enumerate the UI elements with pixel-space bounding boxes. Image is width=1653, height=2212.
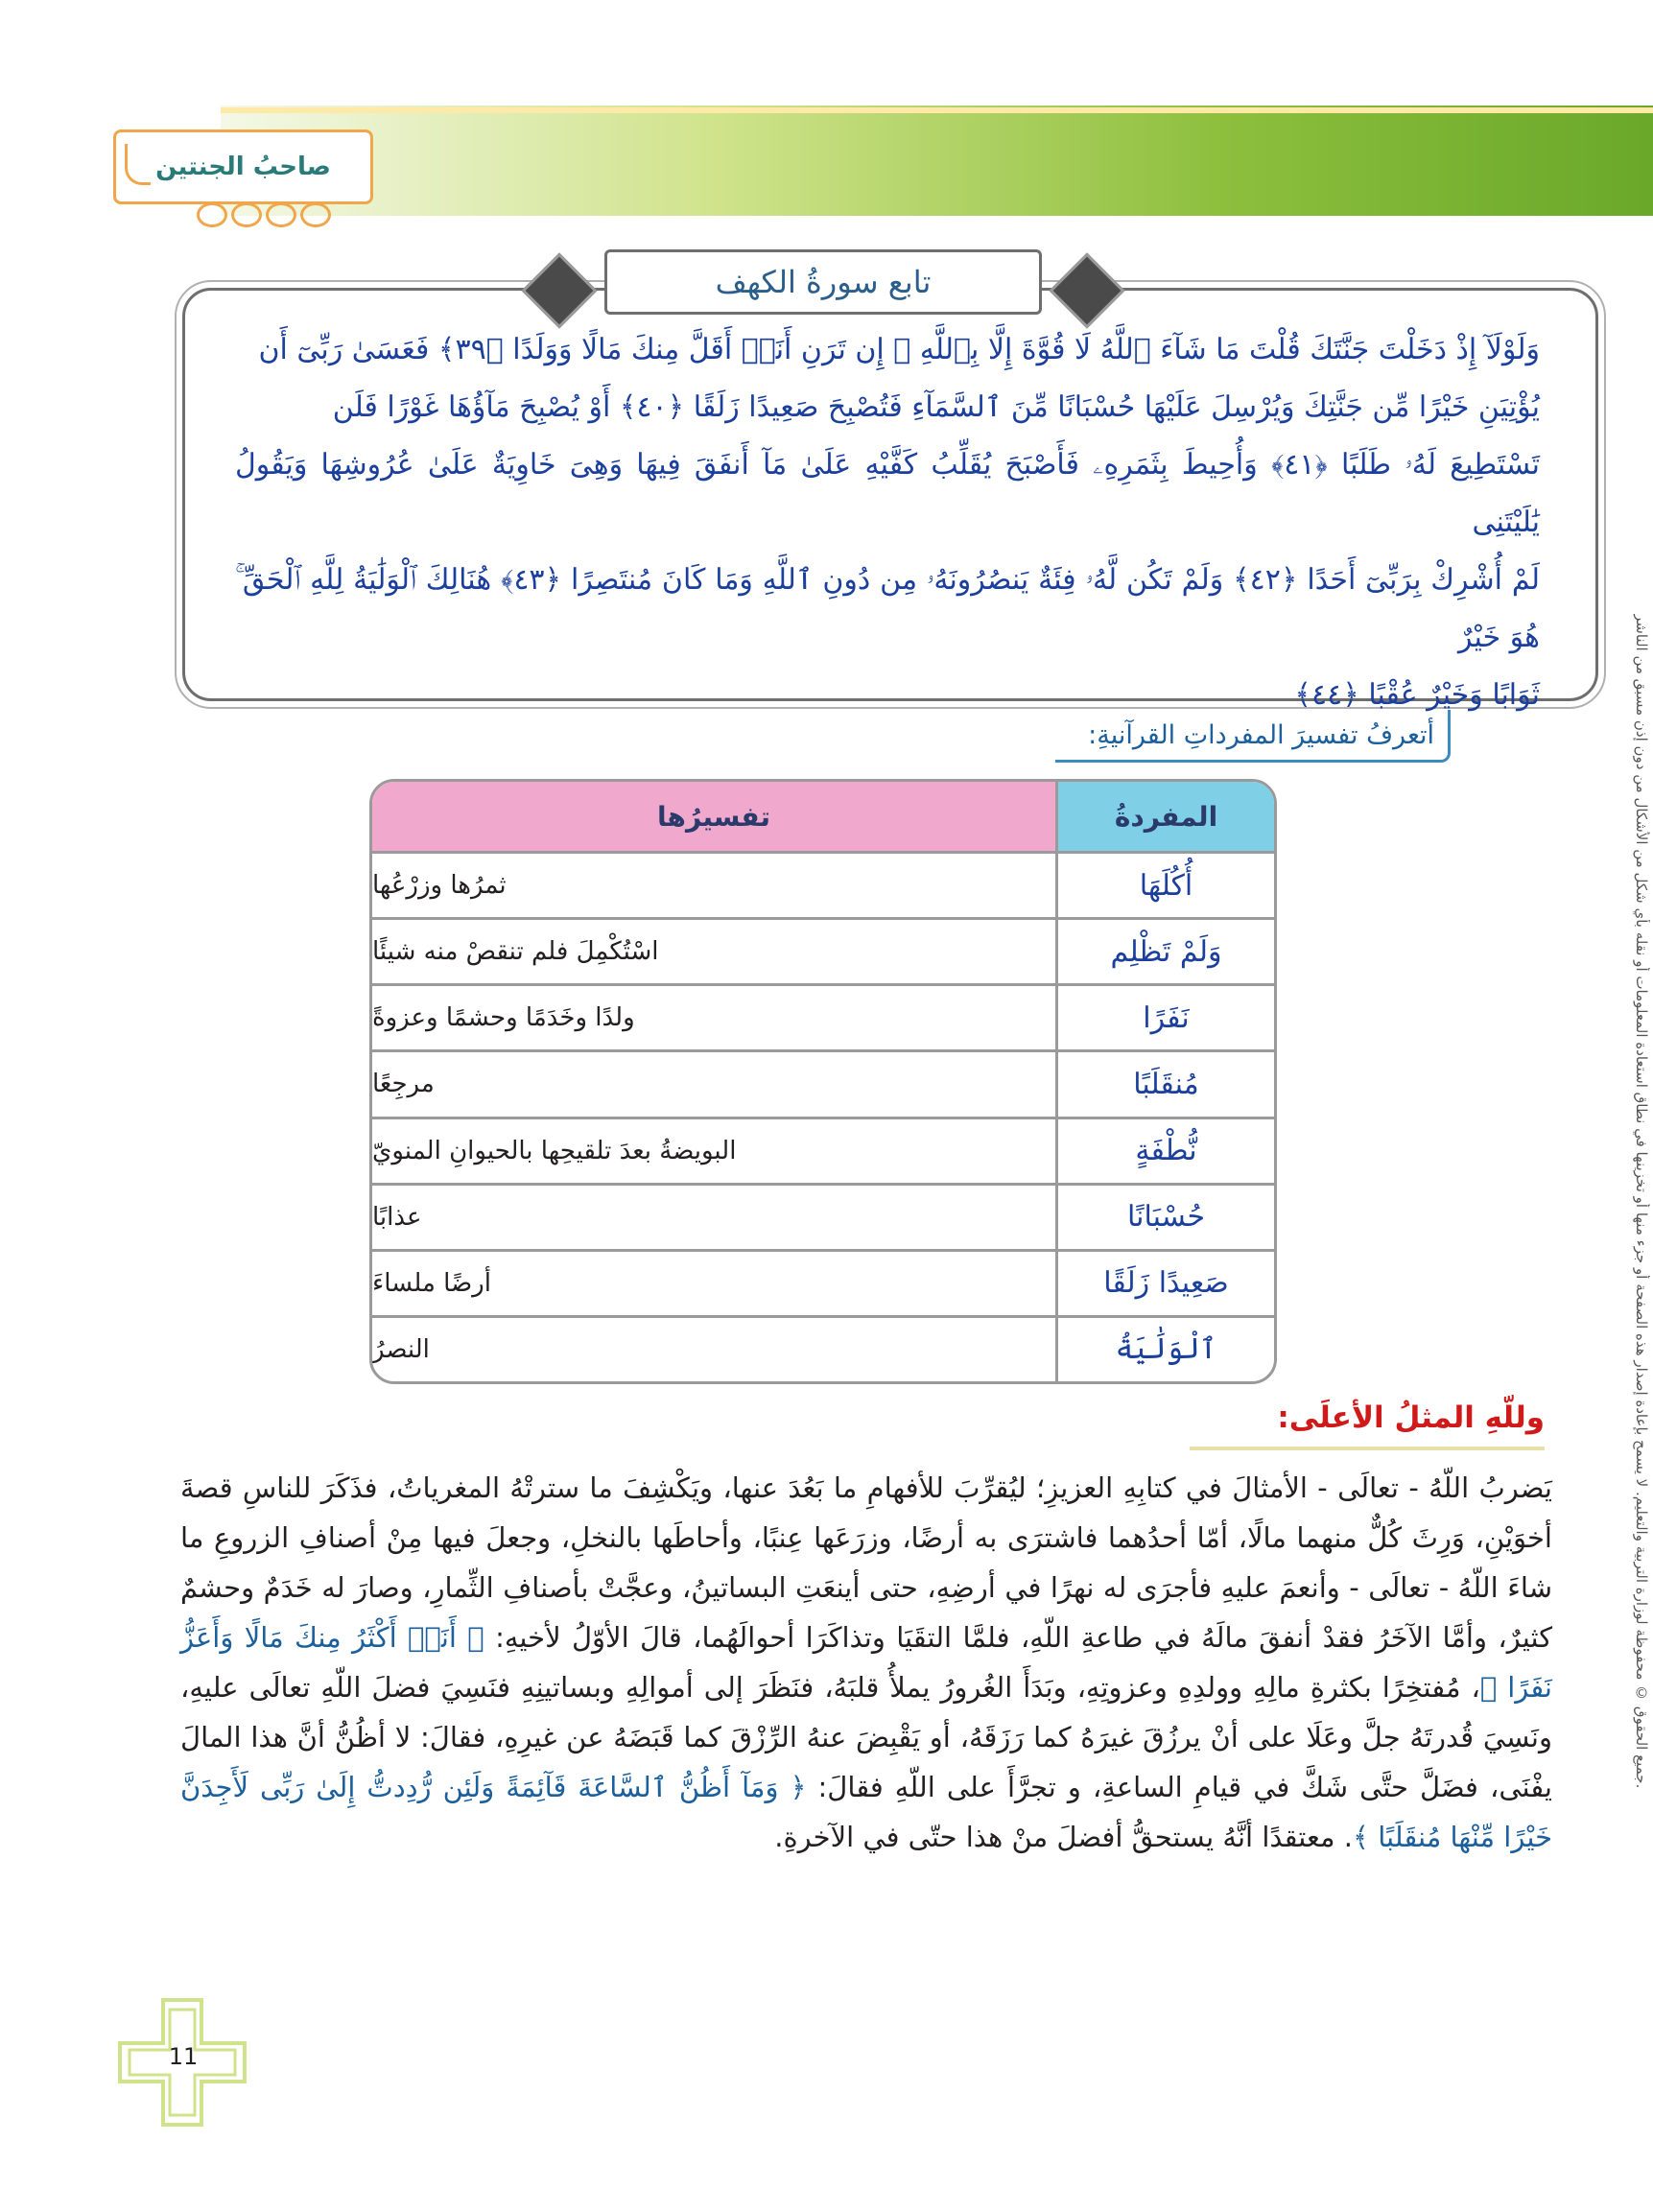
word-cell: مُنقَلَبًا bbox=[1055, 1052, 1274, 1116]
meaning-cell: مرجِعًا bbox=[372, 1070, 435, 1099]
quran-line: تَسْتَطِيعَ لَهُۥ طَلَبًا ﴿٤١﴾ وَأُحِيطَ بِثَمَرِهِۦ فَأَصْبَحَ يُقَلِّبُ كَفَّيْهِ عَلَىٰ مَآ أَنفَقَ فِيهَا وَهِىَ خَاوِيَةٌ عَلَىٰ عُرُوشِهَا وَيَقُولُ يَٰلَيْتَنِى bbox=[235, 448, 1540, 539]
quran-title: تابع سورةُ الكهف bbox=[715, 264, 932, 300]
table-row bbox=[372, 1049, 1274, 1116]
chapter-title: صاحبُ الجنتين bbox=[155, 153, 331, 181]
col-header-meaning: تفسيرُها bbox=[372, 782, 1055, 851]
word-cell: صَعِيدًا زَلَقًا bbox=[1055, 1252, 1274, 1315]
table-row bbox=[372, 1315, 1274, 1381]
meaning-cell: البويضةُ بعدَ تلقيحِها بالحيوانِ المنويّ bbox=[372, 1136, 737, 1165]
parable-text-part: ، مُفتخِرًا بكثرةِ مالِهِ وولدِهِ وعزوتِهِ، وبَدَأَ الغُرورُ يملأُ قلبَهُ، فنَظَرَ إلى أموالِهِ وبساتينِهِ فنَسِيَ فضلَ اللّهِ تعالَى عليهِ، ونَسِيَ قُدرتَهُ جلَّ وعَلَا على أنْ يرزُقَ غيرَهُ كما رَزَقَهُ، أو يَقْبِضَ عنهُ الرِّزْقَ كما قَبَضَهُ عن غيرِهِ، فقالَ: لا أظُنُّ أنَّ هذا المالَ يفْنَى، فضَلَّ حتَّى شَكَّ في قيامِ الساعةِ، و تجرَّأَ على اللّهِ فقالَ: bbox=[180, 1671, 1552, 1803]
header-band bbox=[221, 106, 1653, 216]
meaning-cell: النصرُ bbox=[372, 1334, 430, 1364]
vocab-table-header bbox=[372, 782, 1274, 851]
word-cell: ٱلْوَلَٰيَةُ bbox=[1055, 1318, 1274, 1381]
quran-verses bbox=[235, 321, 1540, 724]
chapter-curl-ornament bbox=[125, 144, 151, 185]
table-row bbox=[372, 983, 1274, 1049]
quran-line: لَمْ أُشْرِكْ بِرَبِّىٓ أَحَدًا ﴿٤٢﴾ وَلَمْ تَكُن لَّهُۥ فِئَةٌ يَنصُرُونَهُۥ مِن دُونِ ٱللَّهِ وَمَا كَانَ مُنتَصِرًا ﴿٤٣﴾ هُنَالِكَ ٱلْوَلَٰيَةُ لِلَّهِ ٱلْحَقِّ ۚ هُوَ خَيْرٌ bbox=[235, 563, 1540, 654]
table-row bbox=[372, 917, 1274, 983]
quran-quote: ﴿ وَمَآ أَظُنُّ ٱلسَّاعَةَ قَآئِمَةً وَلَئِن رُّدِدتُّ إِلَىٰ رَبِّى لَأَجِدَنَّ خَيْرًا مِّنْهَا مُنقَلَبًا ﴾ bbox=[180, 1771, 1552, 1853]
word-cell: نَفَرًا bbox=[1055, 986, 1274, 1049]
copyright-note: جميع الحقوق © محفوظة لوزارة التربية والتعليم. لا يسمح بإعادة إصدار هذه الصفحة أو جزء منها أو تخزينها في نطاق استعادة المعلومات أو نقله بأي شكل من الأشكال من دون إذن مسبق من الناشر. bbox=[1633, 614, 1650, 1789]
vocab-heading-frame bbox=[1055, 710, 1451, 763]
meaning-cell: عذابًا bbox=[372, 1202, 422, 1232]
quran-line: ثَوَابًا وَخَيْرٌ عُقْبًا ﴿٤٤﴾ bbox=[1294, 678, 1540, 712]
meaning-cell: ثمرُها وزرْعُها bbox=[372, 871, 507, 901]
quran-line: يُؤْتِيَنِ خَيْرًا مِّن جَنَّتِكَ وَيُرْسِلَ عَلَيْهَا حُسْبَانًا مِّنَ ٱلسَّمَآءِ فَتُصْبِحَ صَعِيدًا زَلَقًا ﴿٤٠﴾ أَوْ يُصْبِحَ مَآؤُهَا غَوْرًا فَلَن bbox=[332, 390, 1540, 424]
word-cell: نُّطْفَةٍ bbox=[1055, 1119, 1274, 1183]
scroll-ornament bbox=[187, 201, 341, 228]
meaning-cell: ولدًا وخَدَمًا وحشمًا وعزوةً bbox=[372, 1003, 635, 1033]
quran-title-box bbox=[604, 249, 1042, 315]
parable-text-part: يَضربُ اللّهُ - تعالَى - الأمثالَ في كتابِهِ العزيزِ؛ ليُقرِّبَ للأفهامِ ما بَعُدَ عنها، ويَكْشِفَ ما سترتْهُ المغرياتُ، فذَكَرَ للناسِ قصةَ أخوَيْنِ، وَرِثَ كُلٌّ منهما مالًا، أمّا أحدُهما فاشترَى به أرضًا، وزرَعَها عِنبًا، وأحاطَها بالنخلِ، وجعلَ فيها مِنْ أصنافِ الزروعِ ما شاءَ اللّهُ - تعالَى - وأنعمَ عليهِ فأجرَى له نهرًا في أرضِهِ، حتى أينعَتِ البساتينُ، وعجَّتْ بأصنافِ الثِّمارِ، وصارَ له خَدَمٌ وحشمٌ كثيرٌ، وأمَّا الآخَرُ فقدْ أنفقَ مالَهُ في طاعةِ اللّهِ، فلمَّا التقَيَا وتذاكَرَا أحوالَهُما، قالَ الأوّلُ لأخيهِ: bbox=[180, 1471, 1552, 1654]
parable-paragraph bbox=[180, 1463, 1552, 1862]
table-row bbox=[372, 1183, 1274, 1249]
col-header-word: المفردةُ bbox=[1055, 782, 1274, 851]
header-stripe bbox=[221, 107, 1653, 113]
parable-text-part: . معتقدًا أنَّهُ يستحقُّ أفضلَ منْ هذا حتّى في الآخرةِ. bbox=[774, 1821, 1353, 1853]
word-cell: حُسْبَانًا bbox=[1055, 1186, 1274, 1249]
vocab-table bbox=[369, 779, 1277, 1384]
meaning-cell: اسْتُكْمِلَ فلم تنقصْ منه شيئًا bbox=[372, 937, 659, 967]
meaning-cell: أرضًا ملساءَ bbox=[372, 1268, 491, 1298]
parable-heading: وللّهِ المثلُ الأعلَى: bbox=[1277, 1400, 1545, 1435]
word-cell: وَلَمْ تَظْلِم bbox=[1055, 920, 1274, 983]
table-row bbox=[372, 851, 1274, 917]
chapter-tab bbox=[113, 129, 373, 204]
parable-heading-underline bbox=[1190, 1447, 1545, 1450]
vocab-heading: أتعرفُ تفسيرَ المفرداتِ القرآنيةِ: bbox=[1088, 719, 1434, 750]
table-row bbox=[372, 1249, 1274, 1315]
word-cell: أُكُلَهَا bbox=[1055, 854, 1274, 917]
table-row bbox=[372, 1117, 1274, 1183]
page-number: 11 bbox=[168, 2043, 199, 2070]
quran-line: وَلَوْلَآ إِذْ دَخَلْتَ جَنَّتَكَ قُلْتَ مَا شَآءَ ٱللَّهُ لَا قُوَّةَ إِلَّا بِٱللَّهِ ۚ إِن تَرَنِ أَنَا۠ أَقَلَّ مِنكَ مَالًا وَوَلَدًا ﴿٣٩﴾ فَعَسَىٰ رَبِّىٓ أَن bbox=[258, 333, 1540, 366]
quran-quote: ﴿ أَنَا۠ أَكْثَرُ مِنكَ مَالًا وَأَعَزُّ نَفَرًا ﴾ bbox=[180, 1621, 1552, 1704]
